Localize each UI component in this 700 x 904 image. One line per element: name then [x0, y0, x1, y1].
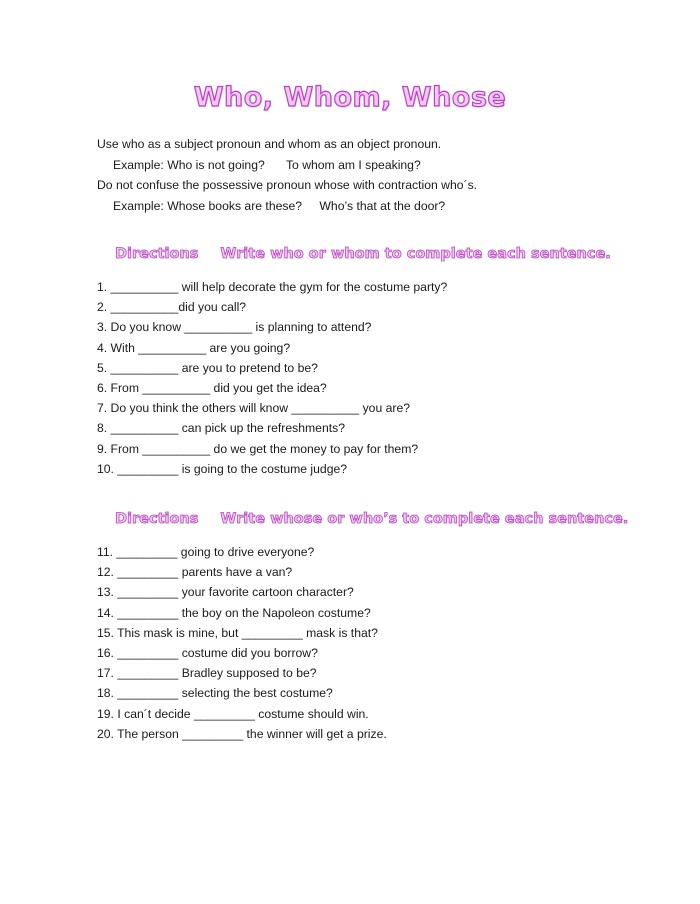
exercise-item: 19. I can´t decide _________ costume should win. [97, 706, 369, 721]
example-label: Example: [113, 198, 164, 213]
exercise-item: 7. Do you think the others will know __________ you are? [97, 401, 411, 416]
exercise-item: 8. __________ can pick up the refreshments? [97, 421, 345, 436]
example-whose: Whose books are these? [167, 198, 303, 213]
example-who: Who is not going? [167, 157, 265, 172]
intro-block [97, 134, 477, 216]
exercise-item: 13. _________ your favorite cartoon character? [97, 585, 354, 600]
directions-label: Directions [115, 511, 199, 527]
section2-directions [115, 511, 628, 527]
exercise-item: 2. __________did you call? [97, 300, 247, 315]
exercise-item: 11. _________ going to drive everyone? [97, 545, 315, 559]
exercise-item: 12. _________ parents have a van? [97, 565, 293, 580]
worksheet-title: Who, Whom, Whose [193, 82, 507, 113]
section2-exercise-list [97, 542, 387, 744]
intro-rule-who-whom: Use who as a subject pronoun and whom as an object pronoun. [97, 137, 442, 151]
exercise-item: 14. _________ the boy on the Napoleon costume? [97, 605, 371, 620]
example-label: Example: [113, 157, 164, 172]
exercise-item: 10. _________ is going to the costume judge? [97, 461, 348, 476]
exercise-item: 3. Do you know __________ is planning to attend? [97, 320, 372, 335]
exercise-item: 1. __________ will help decorate the gym for the costume party? [97, 280, 448, 294]
exercise-item: 5. __________ are you to pretend to be? [97, 360, 318, 375]
exercise-item: 4. With __________ are you going? [97, 340, 291, 355]
exercise-item: 18. _________ selecting the best costume? [97, 686, 333, 701]
example-whos: Who’s that at the door? [319, 198, 446, 213]
section1-exercise-list [97, 277, 447, 479]
intro-example-1 [97, 155, 477, 176]
directions-text: Write who or whom to complete each sentence. [220, 246, 611, 262]
exercise-item: 17. _________ Bradley supposed to be? [97, 666, 317, 681]
directions-text: Write whose or who’s to complete each sentence. [220, 511, 629, 527]
section1-directions [115, 246, 611, 262]
example-whom: To whom am I speaking? [285, 157, 421, 172]
exercise-item: 16. _________ costume did you borrow? [97, 646, 318, 661]
exercise-item: 15. This mask is mine, but _________ mask is that? [97, 625, 378, 640]
intro-rule-whose: Do not confuse the possessive pronoun whose with contraction who´s. [97, 178, 478, 192]
exercise-item: 6. From __________ did you get the idea? [97, 381, 327, 396]
exercise-item: 20. The person _________ the winner will get a prize. [97, 726, 387, 741]
directions-label: Directions [115, 246, 199, 262]
intro-example-2 [97, 196, 477, 217]
exercise-item: 9. From __________ do we get the money to pay for them? [97, 441, 419, 456]
